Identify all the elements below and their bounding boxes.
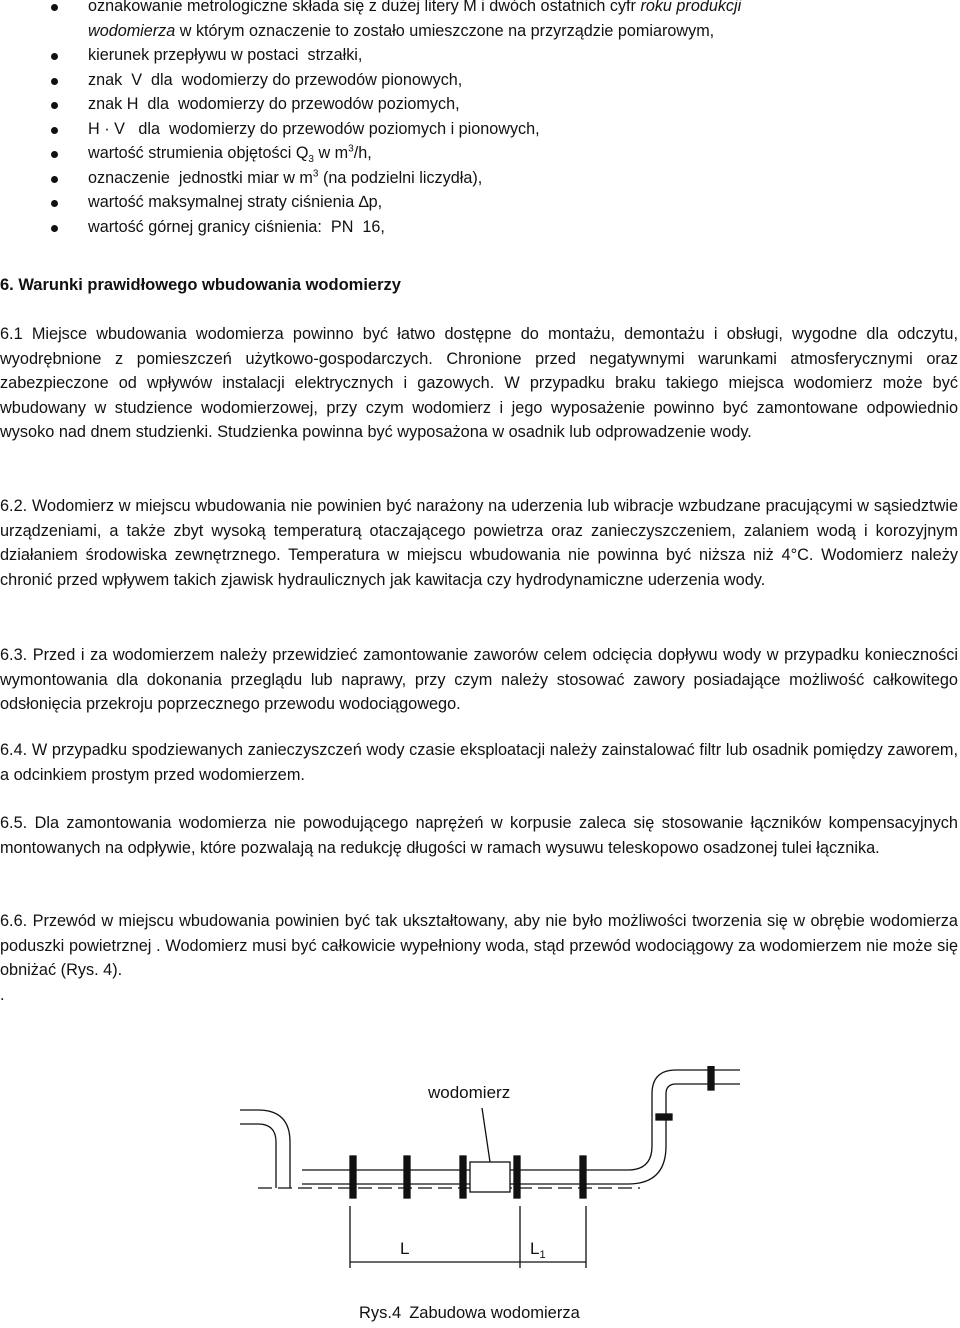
list-item-text: wartość górnej granicy ciśnienia: PN 16, <box>88 217 385 236</box>
paragraph-6-3: 6.3. Przed i za wodomierzem należy przewidzieć zamontowanie zaworów celem odcięcia dopływu wody w przypadku konieczności wymontowania dla dokonania przeglądu lub naprawy, przy czym należy stosować zawory posiadające możliwość całkowitego odsłonięcia przekroju poprzecznego przewodu wodociągowego. <box>0 646 958 713</box>
bullet-dot <box>51 200 58 207</box>
bullet-dot <box>51 4 58 11</box>
paragraph-6-2: 6.2. Wodomierz w miejscu wbudowania nie powinien być narażony na uderzenia lub wibracje wzbudzane pracującymi w sąsiedztwie urządzeniami, a także zbyt wysoką temperaturą otaczającego powietrza oraz zanieczyszczeniem, zalaniem wodą i korozyjnym działaniem środowiska zewnętrznego. Temperatura w miejscu wbudowania nie powinna być niższa niż 4°C. Wodomierz należy chronić przed wpływem takich zjawisk hydraulicznych jak kawitacja czy hydrodynamiczne uderzenia wody. <box>0 497 958 589</box>
list-item <box>0 141 960 166</box>
list-item-text: oznakowanie metrologiczne składa się z dużej litery M i dwóch ostatnich cyfr roku produkcji <box>88 0 742 15</box>
list-item-text: oznaczenie jednostki miar w $m^3$ (na podzielni liczydła), <box>88 168 483 187</box>
flange-4 <box>514 1156 520 1198</box>
dim-label-L1: $L_1$ <box>530 1239 546 1261</box>
list-item-text: kierunek przepływu w postaci strzałki, <box>88 46 363 64</box>
figure-caption <box>359 1304 580 1323</box>
paragraph-6-5: 6.5. Dla zamontowania wodomierza nie powodującego naprężeń w korpusie zaleca się stosowanie łączników kompensacyjnych montowanych na odpływie, które pozwalają na redukcję długości w ramach wysuwu teleskopowo osadzonej tulei łącznika. <box>0 814 958 857</box>
paragraph-6-1: 6.1 Miejsce wbudowania wodomierza powinno być łatwo dostępne do montażu, demontażu i obsługi, wygodne dla odczytu, wyodrębnione z pomieszczeń użytkowo-gospodarczych. Chronione przed negatywnymi warunkami atmosferycznymi oraz zabezpieczone od wpływów instalacji elektrycznych i gazowych. W przypadku braku takiego miejsca wodomierz może być wbudowany w studzience wodomierzowej, przy czym wodomierz i jego wyposażenie powinno być zamontowane odpowiednio wysoko nad dnem studzienki. Studzienka powinna być wyposażona w osadnik lub odprowadzenie wody. <box>0 325 958 441</box>
list-item-text: wodomierza w którym oznaczenie to zostało umieszczone na przyrządzie pomiarowym, <box>88 21 715 40</box>
section-heading: 6. Warunki prawidłowego wbudowania wodomierzy <box>0 276 401 294</box>
meter-installation-diagram <box>220 1066 960 1306</box>
list-item <box>0 0 960 19</box>
list-item-text: znak V dla wodomierzy do przewodów pionowych, <box>88 70 463 89</box>
list-item <box>0 19 960 44</box>
paragraph-6-6: 6.6. Przewód w miejscu wbudowania powinien być tak ukształtowany, aby nie było możliwości tworzenia się w obrębie wodomierza poduszki powietrznej . Wodomierz musi być całkowicie wypełniony woda, stąd przewód wodociągowy za wodomierzem nie może się obniżać (Rys. 4). <box>0 912 958 979</box>
meter-pointer <box>482 1108 490 1162</box>
bullet-dot <box>51 53 58 60</box>
list-item <box>0 117 960 142</box>
flange-6 <box>656 1114 672 1120</box>
bullet-dot <box>51 78 58 85</box>
bullet-dot <box>51 225 58 232</box>
flange-1 <box>350 1156 356 1198</box>
list-item-text: wartość maksymalnej straty ciśnienia ∆p, <box>88 193 383 211</box>
meter-label: wodomierz <box>428 1083 511 1102</box>
list-item <box>0 92 960 117</box>
caption-number: Rys.4 <box>359 1304 402 1322</box>
list-item <box>0 166 960 191</box>
flange-5 <box>580 1156 586 1198</box>
bullet-list <box>0 0 960 239</box>
bullet-dot <box>51 176 58 183</box>
trailing-dot: . <box>0 986 5 1004</box>
list-item <box>0 43 960 68</box>
list-item <box>0 68 960 93</box>
left-elbow-inner <box>240 1124 276 1188</box>
bullet-dot <box>51 127 58 134</box>
left-elbow-outer <box>240 1110 290 1188</box>
meter-body <box>470 1162 510 1192</box>
list-item <box>0 215 960 240</box>
flange-3 <box>460 1156 466 1198</box>
list-item-text: H · V dla wodomierzy do przewodów poziomych i pionowych, <box>88 119 540 138</box>
caption-text: Zabudowa wodomierza <box>409 1304 580 1322</box>
flange-7 <box>708 1066 714 1090</box>
list-item <box>0 190 960 215</box>
dim-label-L: L <box>400 1239 410 1258</box>
bullet-dot <box>51 151 58 158</box>
right-elbow-outer <box>628 1070 740 1170</box>
paragraph-6-4: 6.4. W przypadku spodziewanych zanieczyszczeń wody czasie eksploatacji należy zainstalować filtr lub osadnik pomiędzy zaworem, a odcinkiem prostym przed wodomierzem. <box>0 741 958 784</box>
list-item-text: znak H dla wodomierzy do przewodów poziomych, <box>88 95 460 113</box>
list-item-text: wartość strumienia objętości $Q_3$ w $m^3/h$, <box>88 143 372 166</box>
right-elbow-inner <box>628 1084 740 1184</box>
bullet-dot <box>51 102 58 109</box>
flange-2 <box>404 1156 410 1198</box>
